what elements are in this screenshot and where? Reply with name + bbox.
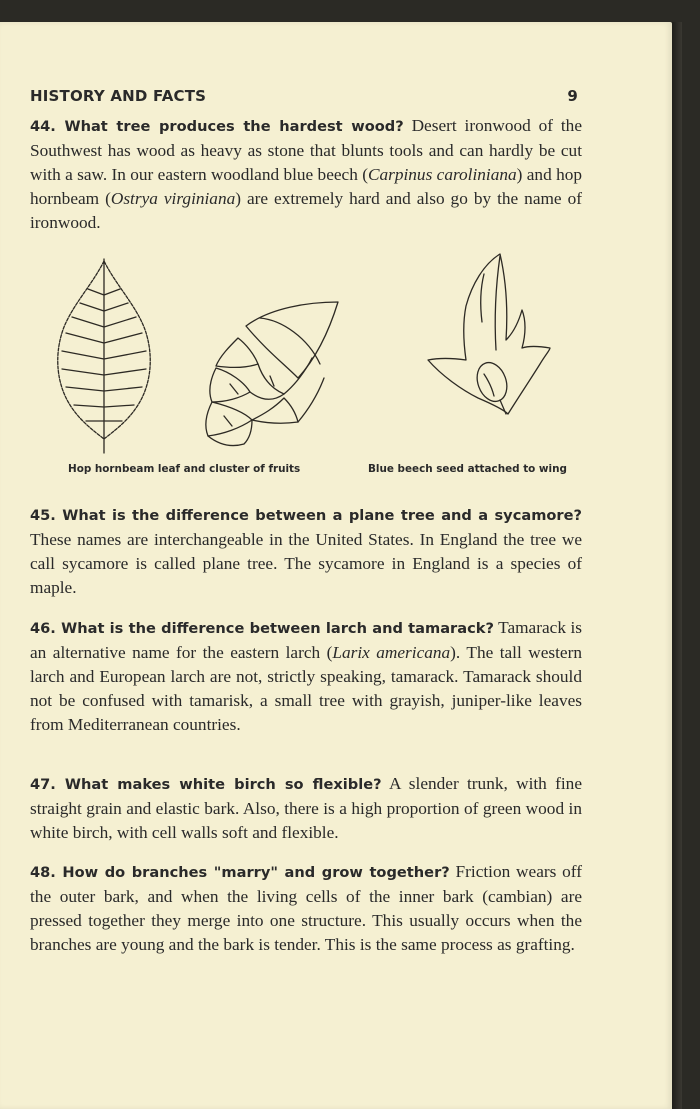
entry-question: 48. How do branches "marry" and grow together?: [30, 864, 450, 881]
section-title: HISTORY AND FACTS: [30, 87, 207, 105]
entry-paragraph: 47. What makes white birch so flexible? A slender trunk, with fine straight grain and elastic bark. Also, there is a high proportion of green wood in white birch, with cell walls soft and flexible.: [30, 774, 582, 843]
blue-beech-seed-wing-illustration: [422, 250, 554, 418]
hop-hornbeam-leaf-illustration: [52, 255, 156, 455]
entry-45: [30, 503, 582, 600]
figure-caption-hop-hornbeam: Hop hornbeam leaf and cluster of fruits: [68, 463, 301, 475]
entry-paragraph: 48. How do branches "marry" and grow together? Friction wears off the outer bark, and when the living cells of the inner bark (cambian) are pressed together they merge into one structure. This usually occurs when the branches are young and the bark is tender. This is the same process as grafting.: [30, 862, 582, 955]
entry-48: [30, 860, 582, 957]
entry-paragraph: 46. What is the difference between larch and tamarack? Tamarack is an alternative name for the eastern larch (Larix americana). The tall western larch and European larch are not, strictly speaking, tamarack. Tamarack should not be confused with tamarisk, a small tree with grayish, juniper-like leaves from Mediterranean countries.: [30, 618, 582, 735]
page-number: 9: [567, 87, 578, 105]
entry-question: 47. What makes white birch so flexible?: [30, 776, 382, 793]
entry-44: [30, 114, 582, 235]
entry-paragraph: 45. What is the difference between a plane tree and a sycamore? These names are interchangeable in the United States. In England the tree we call sycamore is called plane tree. The sycamore in England is a species of maple.: [30, 507, 582, 598]
page-edge: [672, 22, 682, 1109]
entry-question: 46. What is the difference between larch and tamarack?: [30, 620, 494, 637]
entry-question: 45. What is the difference between a plane tree and a sycamore?: [30, 507, 582, 524]
entry-paragraph: 44. What tree produces the hardest wood? Desert ironwood of the Southwest has wood as heavy as stone that blunts tools and can hardly be cut with a saw. In our eastern woodland blue beech (Carpinus caroliniana) and hop hornbeam (Ostrya virginiana) are extremely hard and also go by the name of ironwood.: [30, 116, 582, 233]
figure-caption-blue-beech: Blue beech seed attached to wing: [368, 463, 567, 475]
running-head: [30, 87, 578, 105]
entry-question: 44. What tree produces the hardest wood?: [30, 118, 404, 135]
hop-hornbeam-fruit-cluster-illustration: [200, 298, 342, 450]
entry-46: [30, 616, 582, 737]
entry-47: [30, 772, 582, 845]
